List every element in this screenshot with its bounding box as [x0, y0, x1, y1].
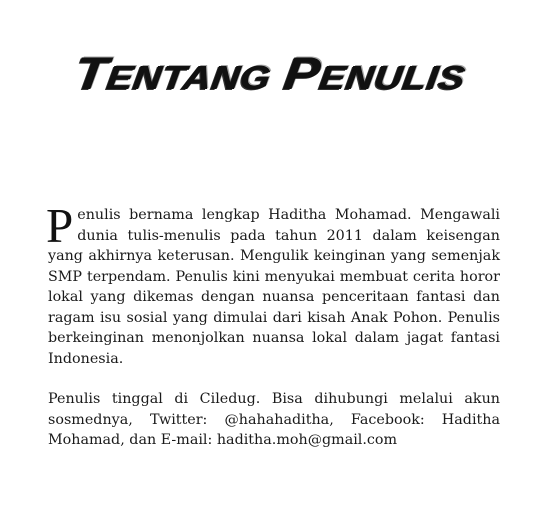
contact-line: Mohamad, dan E-mail: haditha.moh@gmail.com — [48, 432, 398, 448]
bio-paragraph — [46, 198, 500, 369]
title-initial-t: T — [71, 48, 112, 100]
page-title — [0, 48, 540, 101]
contact-line: sosmednya, Twitter: @hahahaditha, Facebook: Haditha — [48, 411, 500, 428]
bio-line: SMP terpendam. Penulis kini menyukai membuat cerita horor — [48, 268, 500, 285]
bio-line: dunia tulis-menulis pada tahun 2011 dalam keisengan — [77, 227, 500, 244]
bio-line: Indonesia. — [48, 350, 124, 367]
title-initial-p: P — [280, 48, 324, 100]
bio-line: enulis bernama lengkap Haditha Mohamad. Mengawali — [77, 207, 500, 223]
bio-line: yang akhirnya keterusan. Mengulik keinginan yang semenjak — [48, 248, 500, 264]
bio-line: ragam isu sosial yang dimulai dari kisah Anak Pohon. Penulis — [48, 309, 500, 326]
bio-line: lokal yang dikemas dengan nuansa penceritaan fantasi dan — [48, 289, 500, 305]
bio-line: berkeinginan menonjolkan nuansa lokal dalam jagat fantasi — [48, 330, 500, 346]
contact-line: Penulis tinggal di Ciledug. Bisa dihubungi melalui akun — [48, 391, 500, 407]
title-word-penulis: ENULIS — [316, 59, 468, 97]
drop-cap: P — [46, 198, 74, 253]
author-bio — [46, 198, 500, 451]
contact-paragraph — [48, 389, 500, 451]
title-word-tentang: ENTANG — [104, 59, 274, 97]
